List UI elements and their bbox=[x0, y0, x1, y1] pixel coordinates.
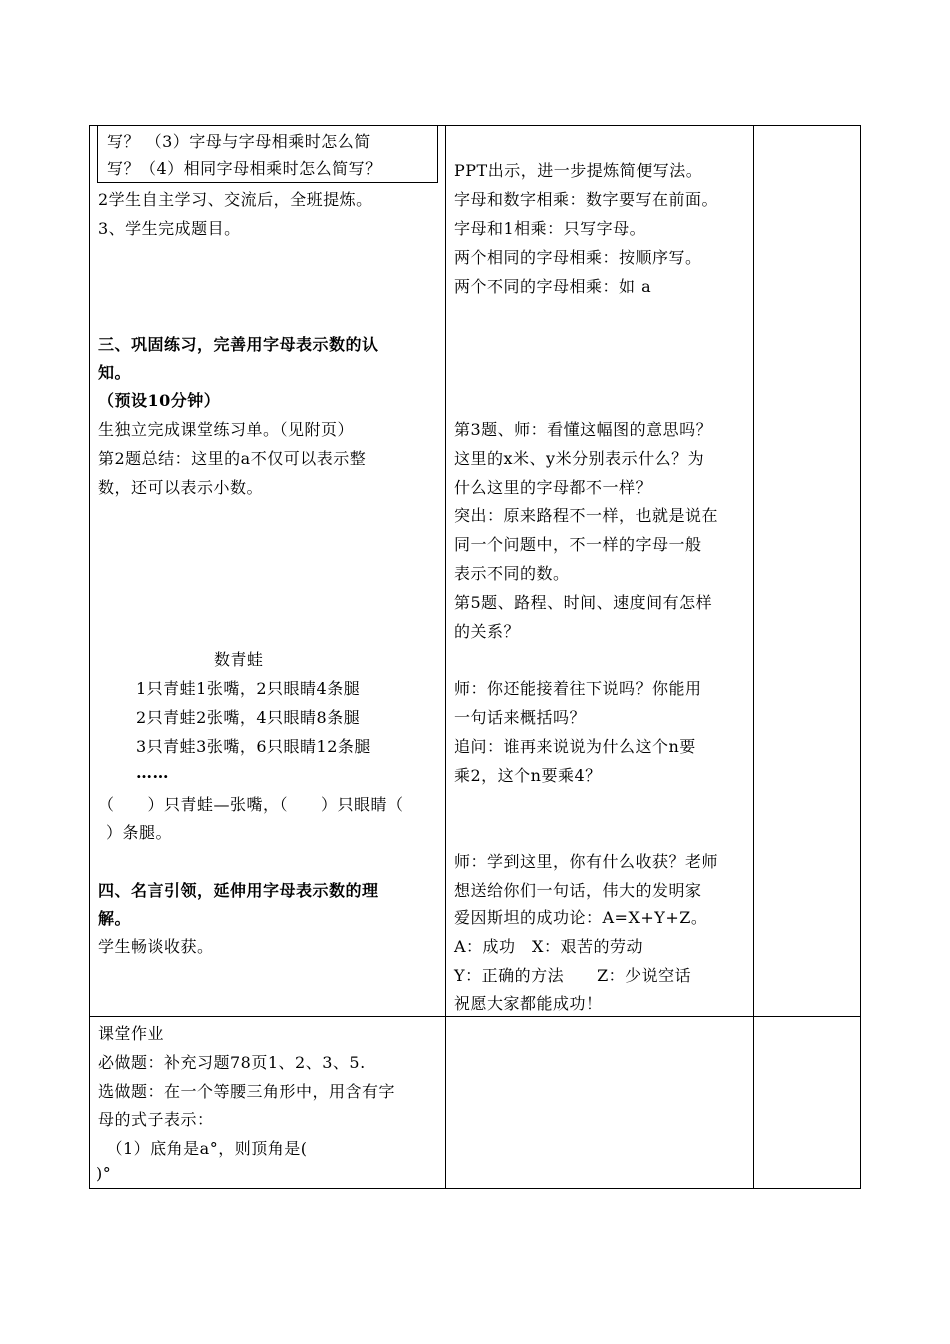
section-3-body-1: 生独立完成课堂练习单。（见附页） bbox=[98, 420, 355, 439]
q5-line-1: 第5题、路程、时间、速度间有怎样 bbox=[454, 593, 713, 612]
section-4-title-line-2: 解。 bbox=[98, 909, 132, 928]
section-3-body-3: 数，还可以表示小数。 bbox=[98, 478, 264, 497]
section-3-title-line-2: 知。 bbox=[98, 363, 132, 382]
closing-line-6: 祝愿大家都能成功！ bbox=[454, 994, 603, 1013]
frog-line-3: 3只青蛙3张嘴，6只眼睛12条腿 bbox=[136, 737, 371, 756]
closing-line-3: 爱因斯坦的成功论：A=X+Y+Z。 bbox=[454, 908, 708, 927]
frog-line-2: 2只青蛙2张嘴，4只眼睛8条腿 bbox=[136, 708, 361, 727]
q3-line-2: 这里的x米、y米分别表示什么？为 bbox=[454, 449, 705, 468]
homework-required: 必做题：补充习题78页1、2、3、5. bbox=[98, 1053, 366, 1072]
table-col-divider-2 bbox=[753, 125, 754, 1189]
q3-line-6: 表示不同的数。 bbox=[454, 564, 570, 583]
frog-title: 数青蛙 bbox=[214, 650, 264, 669]
ppt-line-2: 字母和数字相乘：数字要写在前面。 bbox=[454, 190, 719, 209]
q3-line-4: 突出：原来路程不一样，也就是说在 bbox=[454, 506, 719, 525]
homework-optional-1: 选做题：在一个等腰三角形中，用含有字 bbox=[98, 1082, 396, 1101]
closing-line-2: 想送给你们一句话，伟大的发明家 bbox=[454, 881, 702, 900]
q5-line-2: 的关系？ bbox=[454, 622, 521, 641]
teacher-line-4: 乘2，这个n要乘4？ bbox=[454, 766, 602, 785]
closing-line-4: A：成功 X：艰苦的劳动 bbox=[454, 937, 643, 956]
homework-item-1: （1）底角是a°，则顶角是( bbox=[98, 1139, 308, 1158]
q3-line-5: 同一个问题中，不一样的字母一般 bbox=[454, 535, 702, 554]
q3-line-3: 什么这里的字母都不一样？ bbox=[454, 478, 653, 497]
teacher-line-1: 师：你还能接着往下说吗？你能用 bbox=[454, 679, 702, 698]
frog-fill-line-2: ）条腿。 bbox=[106, 823, 173, 842]
section-4-body: 学生畅谈收获。 bbox=[98, 937, 214, 956]
ppt-line-5: 两个不同的字母相乘：如 a bbox=[454, 277, 652, 296]
question-line-2: 写？（4）相同字母相乘时怎么简写？ bbox=[107, 159, 382, 178]
table-row-divider bbox=[89, 1016, 861, 1017]
homework-title: 课堂作业 bbox=[98, 1024, 165, 1043]
section-3-body-2: 第2题总结：这里的a不仅可以表示整 bbox=[98, 449, 367, 468]
ppt-line-1: PPT出示，进一步提炼简便写法。 bbox=[454, 161, 703, 180]
question-line-1: 写？ （3）字母与字母相乘时怎么简 bbox=[107, 132, 371, 151]
homework-optional-2: 母的式子表示： bbox=[98, 1110, 214, 1129]
section-3-title-line-1: 三、巩固练习，完善用字母表示数的认 bbox=[98, 335, 379, 354]
closing-line-5: Y：正确的方法 Z：少说空话 bbox=[454, 966, 692, 985]
frog-ellipsis: …… bbox=[136, 763, 169, 782]
teacher-line-2: 一句话来概括吗？ bbox=[454, 708, 587, 727]
table-col-divider-1 bbox=[445, 125, 446, 1189]
q3-line-1: 第3题、师：看懂这幅图的意思吗？ bbox=[454, 420, 713, 439]
homework-item-1-end: )° bbox=[96, 1164, 112, 1183]
left-step-3: 3、学生完成题目。 bbox=[98, 219, 241, 238]
ppt-line-4: 两个相同的字母相乘：按顺序写。 bbox=[454, 248, 702, 267]
table-bottom-border bbox=[89, 1188, 861, 1189]
closing-line-1: 师：学到这里，你有什么收获？老师 bbox=[454, 852, 719, 871]
section-3-time: （预设10分钟） bbox=[98, 391, 221, 410]
frog-fill-line-1: （ ）只青蛙—张嘴，（ ）只眼睛（ bbox=[98, 795, 404, 814]
left-step-2: 2学生自主学习、交流后，全班提炼。 bbox=[98, 190, 373, 209]
table-left-border bbox=[89, 125, 90, 1189]
frog-line-1: 1只青蛙1张嘴，2只眼睛4条腿 bbox=[136, 679, 361, 698]
teacher-line-3: 追问：谁再来说说为什么这个n要 bbox=[454, 737, 696, 756]
ppt-line-3: 字母和1相乘：只写字母。 bbox=[454, 219, 647, 238]
table-right-border bbox=[860, 125, 861, 1189]
section-4-title-line-1: 四、名言引领，延伸用字母表示数的理 bbox=[98, 881, 379, 900]
